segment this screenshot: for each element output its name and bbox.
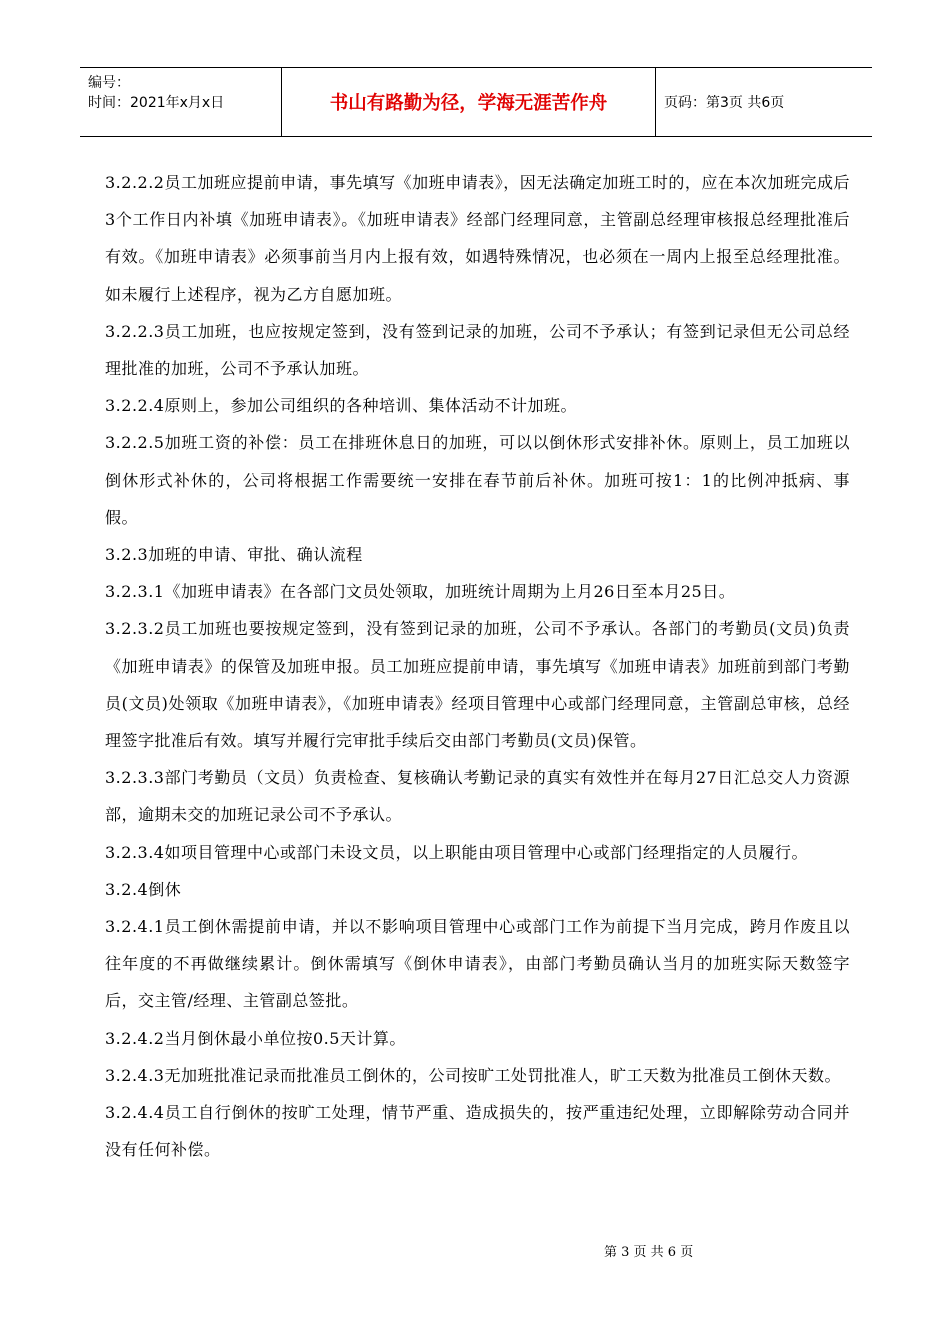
header-meta [80, 68, 282, 136]
section-heading-3-2-3: 3.2.3加班的申请、审批、确认流程 [105, 545, 363, 565]
paragraph-3-2-2-4: 3.2.2.4原则上，参加公司组织的各种培训、集体活动不计加班。 [105, 396, 577, 416]
page-header [80, 67, 872, 137]
document-body [105, 164, 850, 1168]
document-number-label: 编号： [88, 75, 130, 91]
header-page-number: 页码：第3页 共6页 [664, 95, 785, 111]
paragraph-3-2-3-1: 3.2.3.1《加班申请表》在各部门文员处领取，加班统计周期为上月26日至本月25日。 [105, 582, 736, 602]
paragraph-3-2-3-4: 3.2.3.4如项目管理中心或部门未设文员，以上职能由项目管理中心或部门经理指定的人员履行。 [105, 842, 808, 862]
paragraph-3-2-4-2: 3.2.4.2当月倒休最小单位按0.5天计算。 [105, 1028, 406, 1048]
paragraph-3-2-2-3: 3.2.2.3员工加班，也应按规定签到，没有签到记录的加班，公司不予承认；有签到记录但无公司总经理批准的加班，公司不予承认加班。 [105, 321, 850, 379]
paragraph-3-2-4-1: 3.2.4.1员工倒休需提前申请，并以不影响项目管理中心或部门工作为前提下当月完成，跨月作废且以往年度的不再做继续累计。倒休需填写《倒休申请表》，由部门考勤员确认当月的加班实际天数签字后，交主管/经理、主管副总签批。 [105, 917, 850, 1011]
section-heading-3-2-4: 3.2.4倒休 [105, 879, 182, 899]
paragraph-3-2-2-5: 3.2.2.5加班工资的补偿：员工在排班休息日的加班，可以以倒休形式安排补休。原则上，员工加班以倒休形式补休的，公司将根据工作需要统一安排在春节前后补休。加班可按1：1的比例冲抵病、事假。 [105, 433, 850, 527]
header-motto: 书山有路勤为径，学海无涯苦作舟 [282, 68, 656, 136]
paragraph-3-2-4-3: 3.2.4.3无加班批准记录而批准员工倒休的，公司按旷工处罚批准人，旷工天数为批准员工倒休天数。 [105, 1065, 841, 1085]
paragraph-3-2-3-2: 3.2.3.2员工加班也要按规定签到，没有签到记录的加班，公司不予承认。各部门的考勤员(文员)负责《加班申请表》的保管及加班申报。员工加班应提前申请，事先填写《加班申请表》加班前到部门考勤员(文员)处领取《加班申请表》，《加班申请表》经项目管理中心或部门经理同意，主管副总审核，总经理签字批准后有效。填写并履行完审批手续后交由部门考勤员(文员)保管。 [105, 619, 850, 751]
paragraph-3-2-3-3: 3.2.3.3部门考勤员（文员）负责检查、复核确认考勤记录的真实有效性并在每月27日汇总交人力资源部，逾期未交的加班记录公司不予承认。 [105, 768, 850, 825]
document-date: 时间：2021年x月x日 [88, 95, 225, 111]
page-footer: 第 3 页 共 6 页 [604, 1245, 694, 1260]
paragraph-3-2-4-4: 3.2.4.4员工自行倒休的按旷工处理，情节严重、造成损失的，按严重违纪处理，立即解除劳动合同并没有任何补偿。 [105, 1103, 850, 1160]
paragraph-3-2-2-2: 3.2.2.2员工加班应提前申请，事先填写《加班申请表》，因无法确定加班工时的，应在本次加班完成后3个工作日内补填《加班申请表》。《加班申请表》经部门经理同意，主管副总经理审核报总经理批准后有效。《加班申请表》必须事前当月内上报有效，如遇特殊情况，也必须在一周内上报至总经理批准。如未履行上述程序，视为乙方自愿加班。 [105, 173, 850, 304]
